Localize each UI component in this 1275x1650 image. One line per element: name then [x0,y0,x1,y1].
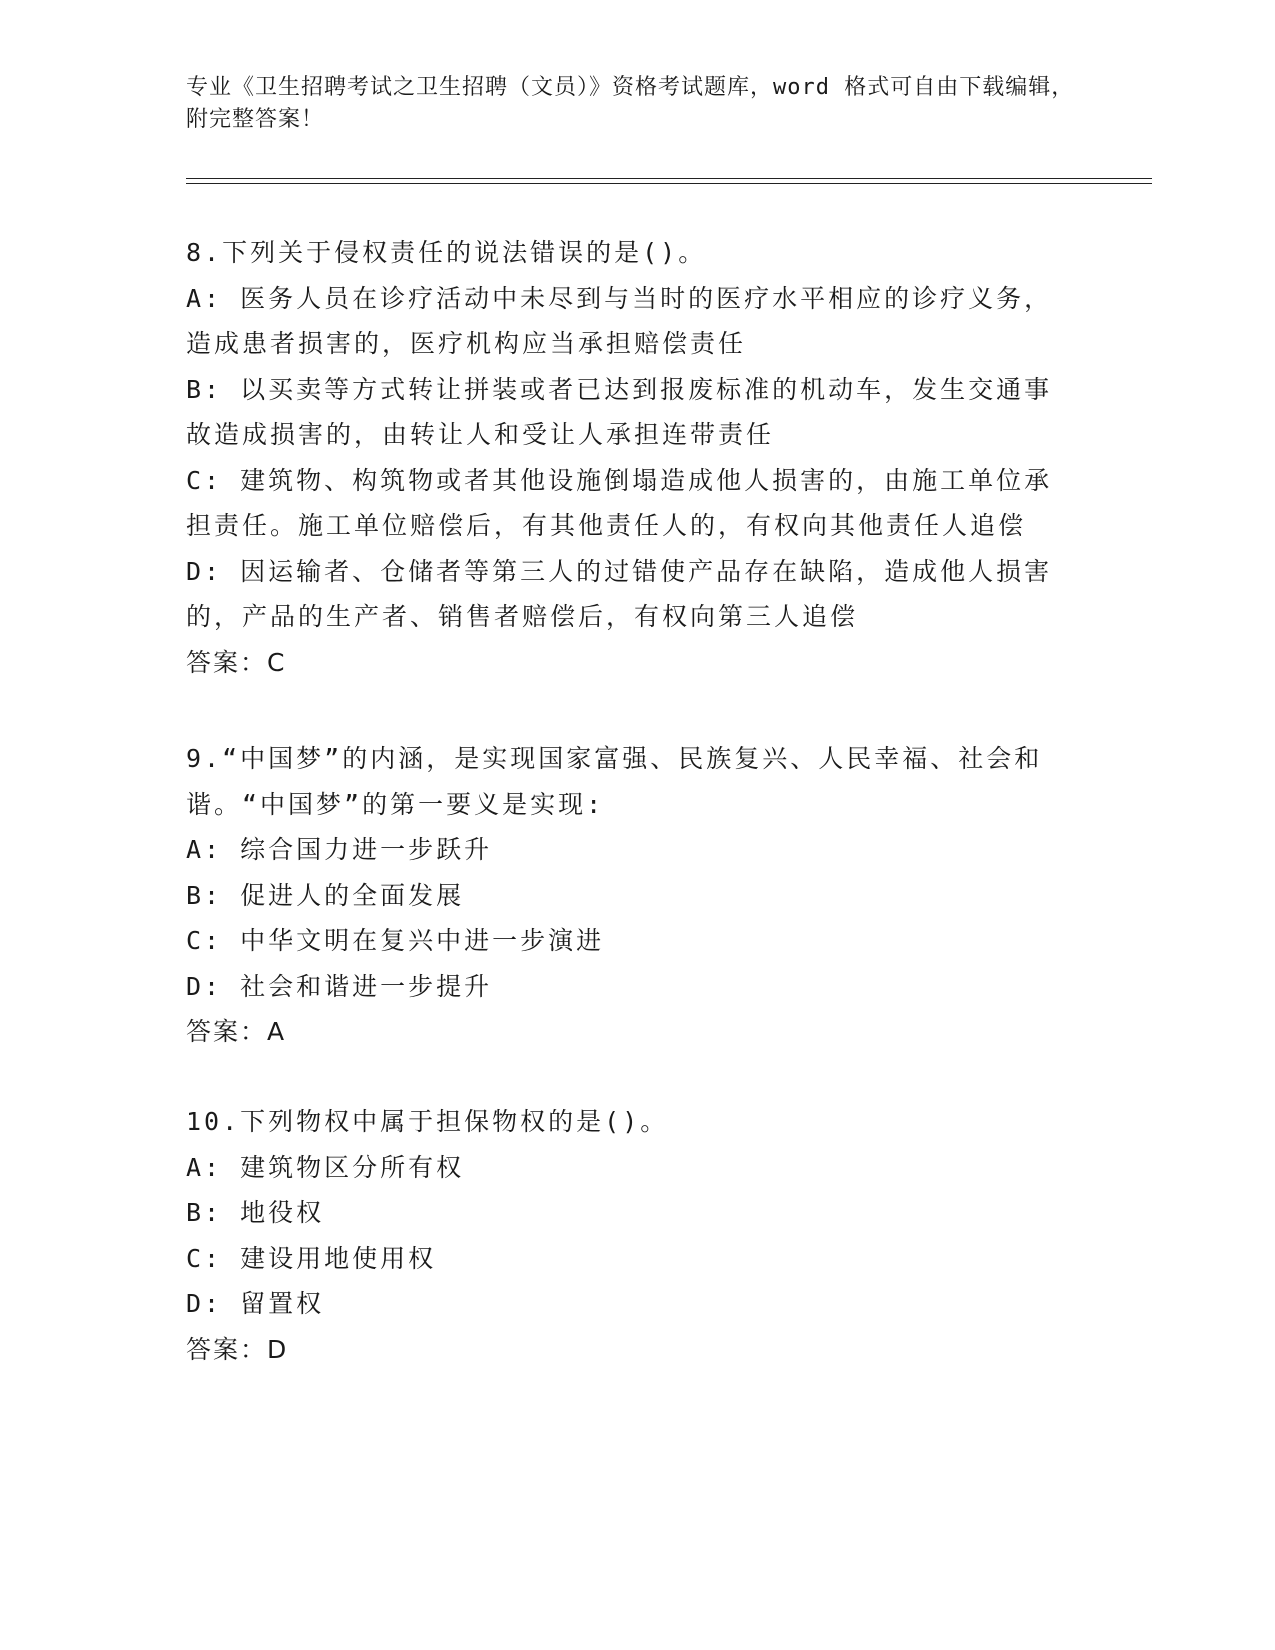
option-a: A: 医务人员在诊疗活动中未尽到与当时的医疗水平相应的诊疗义务，造成患者损害的，医疗机构应当承担赔偿责任 [186,283,1053,358]
option-a: A: 综合国力进一步跃升 [186,835,493,864]
option-b: B: 以买卖等方式转让拼装或者已达到报废标准的机动车，发生交通事故造成损害的，由转让人和受让人承担连带责任 [186,374,1053,449]
option-d: D: 留置权 [186,1289,325,1318]
option-b: B: 地役权 [186,1198,325,1227]
option-c: C: 建设用地使用权 [186,1243,437,1273]
option-c: C: 建筑物、构筑物或者其他设施倒塌造成他人损害的，由施工单位承担责任。施工单位赔偿后，有其他责任人的，有权向其他责任人追偿 [186,465,1053,540]
option-a: A: 建筑物区分所有权 [186,1152,465,1182]
answer: 答案：C [186,647,287,677]
question-9 [186,736,1046,1055]
answer: 答案：D [186,1334,289,1364]
header-divider-bottom [186,183,1152,184]
option-d: D: 因运输者、仓储者等第三人的过错使产品存在缺陷，造成他人损害的，产品的生产者、销售者赔偿后，有权向第三人追偿 [186,556,1053,631]
option-c: C: 中华文明在复兴中进一步演进 [186,926,605,955]
option-b: B: 促进人的全面发展 [186,880,465,910]
question-stem: 8.下列关于侵权责任的说法错误的是()。 [186,238,707,267]
header-divider-top [186,178,1152,179]
question-stem: 9.“中国梦”的内涵，是实现国家富强、民族复兴、人民幸福、社会和谐。“中国梦”的第一要义是实现: [186,744,1043,819]
question-10 [186,1099,1086,1372]
question-stem: 10.下列物权中属于担保物权的是()。 [186,1107,669,1136]
answer: 答案：A [186,1017,287,1046]
document-header: 专业《卫生招聘考试之卫生招聘（文员）》资格考试题库，word 格式可自由下载编辑，附完整答案！ [186,75,1075,132]
question-8 [186,230,1066,685]
option-d: D: 社会和谐进一步提升 [186,971,493,1001]
